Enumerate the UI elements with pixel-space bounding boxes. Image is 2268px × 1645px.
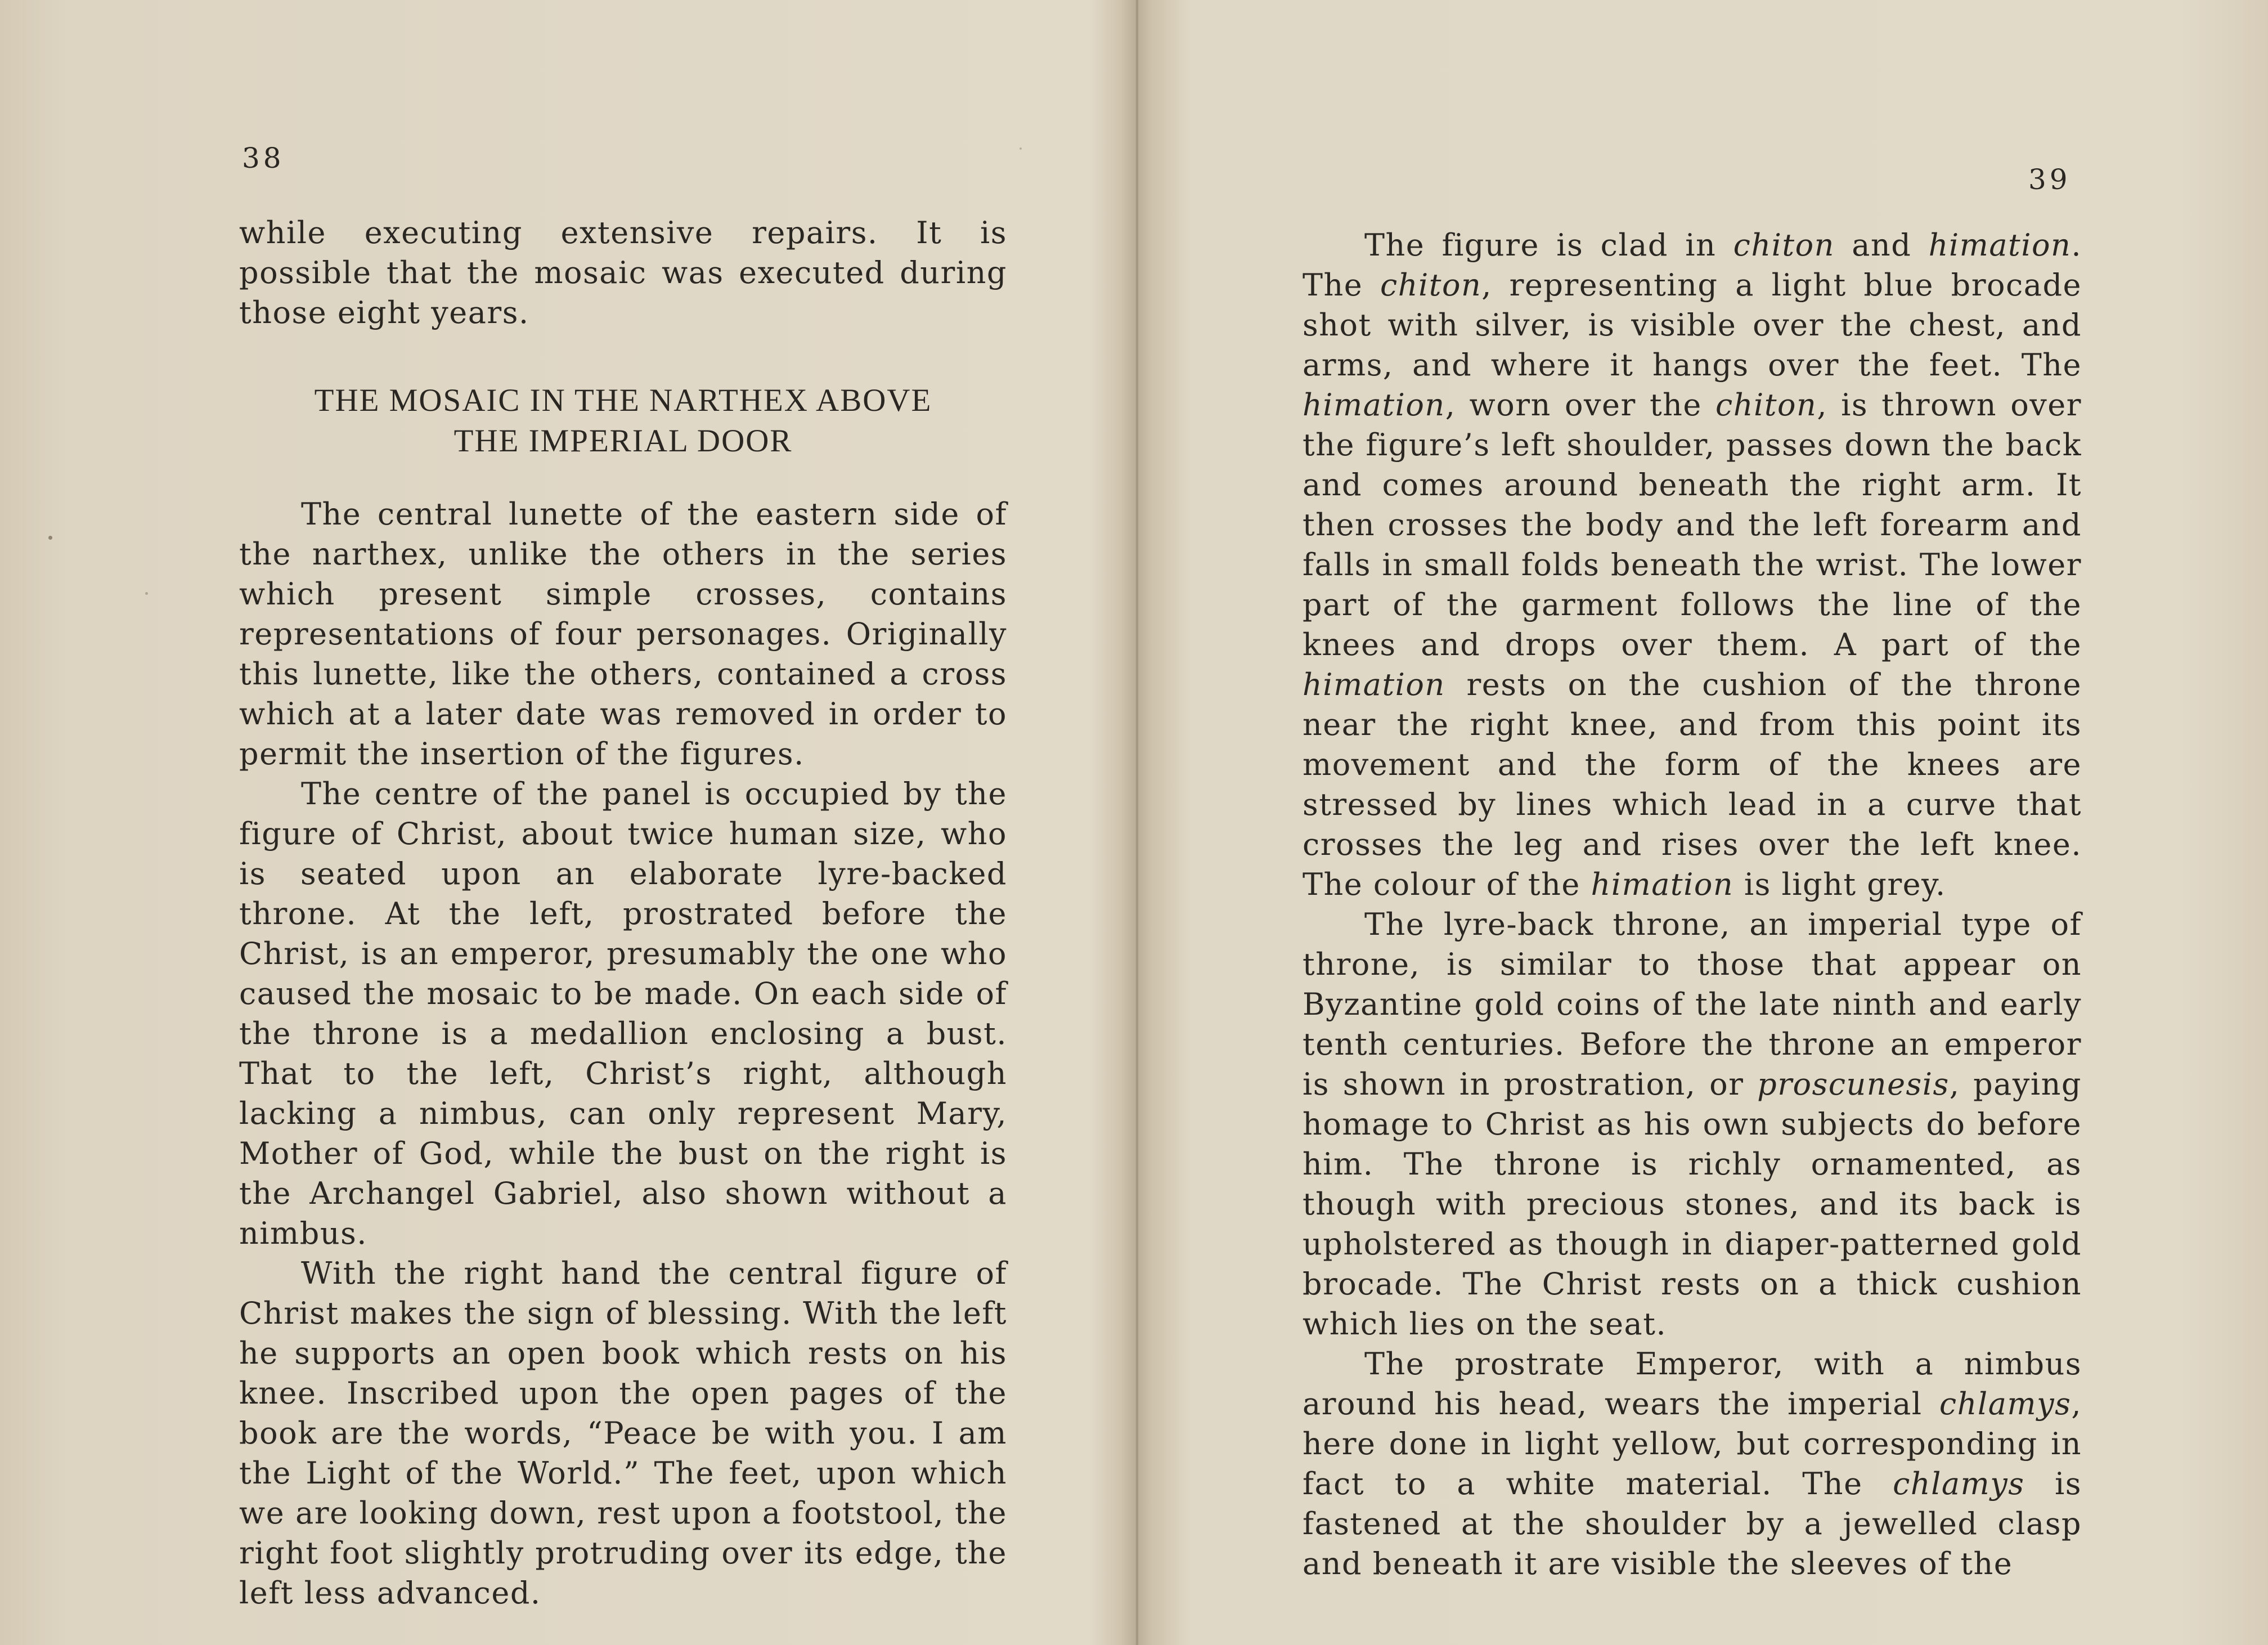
text-run: , worn over the bbox=[1445, 387, 1716, 423]
text-run: , paying homage to Christ as his own subjects do before him. The throne is richly ornamented, as though with precious stones, and its back is upholstered as though in diaper-patterned gold brocade. The Christ rests on a thick cushion which lies on the seat. bbox=[1303, 1066, 2082, 1342]
italic-term: chlamys bbox=[1939, 1386, 2072, 1422]
italic-term: chlamys bbox=[1893, 1466, 2025, 1501]
text-column bbox=[1303, 225, 2082, 1584]
italic-term: himation bbox=[1591, 867, 1734, 902]
italic-term: himation bbox=[1303, 667, 1445, 702]
text-run: is fastened at the shoulder by a jewelled clasp and beneath it are visible the sleeves of the bbox=[1303, 1466, 2082, 1581]
italic-term: proscunesis bbox=[1757, 1066, 1950, 1102]
text-run: , representing a light blue brocade shot with silver, is visible over the chest, and arms, and where it hangs over the feet. The bbox=[1303, 267, 2082, 383]
italic-term: chiton bbox=[1380, 267, 1482, 303]
text-run: . The bbox=[1303, 227, 2082, 303]
paragraph: while executing extensive repairs. It is possible that the mosaic was executed during those eight years. bbox=[239, 215, 1007, 330]
section-heading bbox=[239, 380, 1007, 461]
text-run: The lyre-back throne, an imperial type of throne, is similar to those that appear on Byzantine gold coins of the late ninth and early tenth centuries. Before the throne an emperor is shown in prostration, or bbox=[1303, 907, 2082, 1102]
text-run: , here done in light yellow, but corresponding in fact to a white material. The bbox=[1303, 1386, 2082, 1501]
text-run: , is thrown over the figure’s left shoulder, passes down the back and comes around beneath the right arm. It then crosses the body and the left forearm and falls in small folds beneath the wrist. The lower part of the garment follows the line of the knees and drops over them. A part of the bbox=[1303, 387, 2082, 662]
text-run: The prostrate Emperor, with a nimbus around his head, wears the imperial bbox=[1303, 1346, 2082, 1422]
text-run: The figure is clad in bbox=[1364, 227, 1733, 263]
italic-term: chiton bbox=[1733, 227, 1835, 263]
left-page bbox=[0, 0, 1131, 1645]
text-run: is light grey. bbox=[1733, 867, 1946, 902]
paragraph bbox=[1303, 225, 2082, 904]
text-run: rests on the cushion of the throne near the right knee, and from this point its movement and the form of the knees are stressed by lines which lead in a curve that crosses the leg and rises over the left knee. The colour of the bbox=[1303, 667, 2082, 902]
paragraph bbox=[1303, 904, 2082, 1344]
paragraph: The centre of the panel is occupied by the figure of Christ, about twice human size, who is seated upon an elaborate lyre-backed throne. At the left, prostrated before the Christ, is an emperor, presumably the one who caused the mosaic to be made. On each side of the throne is a medallion enclosing a bust. That to the left, Christ’s right, although lacking a nimbus, can only represent Mary, Mother of God, while the bust on the right is the Archangel Gabriel, also shown without a nimbus. bbox=[239, 776, 1007, 1251]
italic-term: chiton bbox=[1715, 387, 1817, 423]
italic-term: himation bbox=[1303, 387, 1445, 423]
text-column bbox=[239, 213, 1007, 1613]
paragraph: The central lunette of the eastern side of the narthex, unlike the others in the series which present simple crosses, contains representations of four personages. Originally this lunette, like the others, contained a cross which at a later date was removed in order to permit the insertion of the figures. bbox=[239, 496, 1007, 772]
right-page bbox=[1142, 0, 2268, 1645]
paragraph: With the right hand the central figure of Christ makes the sign of blessing. With the left he supports an open book which rests on his knee. Inscribed upon the open pages of the book are the words, “Peace be with you. I am the Light of the World.” The feet, upon which we are looking down, rest upon a footstool, the right foot slightly protruding over its edge, the left less advanced. bbox=[239, 1256, 1007, 1611]
paragraph bbox=[1303, 1344, 2082, 1584]
heading-line: THE IMPERIAL DOOR bbox=[453, 423, 793, 459]
heading-line: THE MOSAIC IN THE NARTHEX ABOVE bbox=[314, 383, 932, 418]
page-number: 38 bbox=[242, 142, 285, 174]
text-run: and bbox=[1834, 227, 1929, 263]
italic-term: himation bbox=[1928, 227, 2072, 263]
page-number: 39 bbox=[2028, 163, 2071, 196]
book-gutter bbox=[1135, 0, 1139, 1645]
